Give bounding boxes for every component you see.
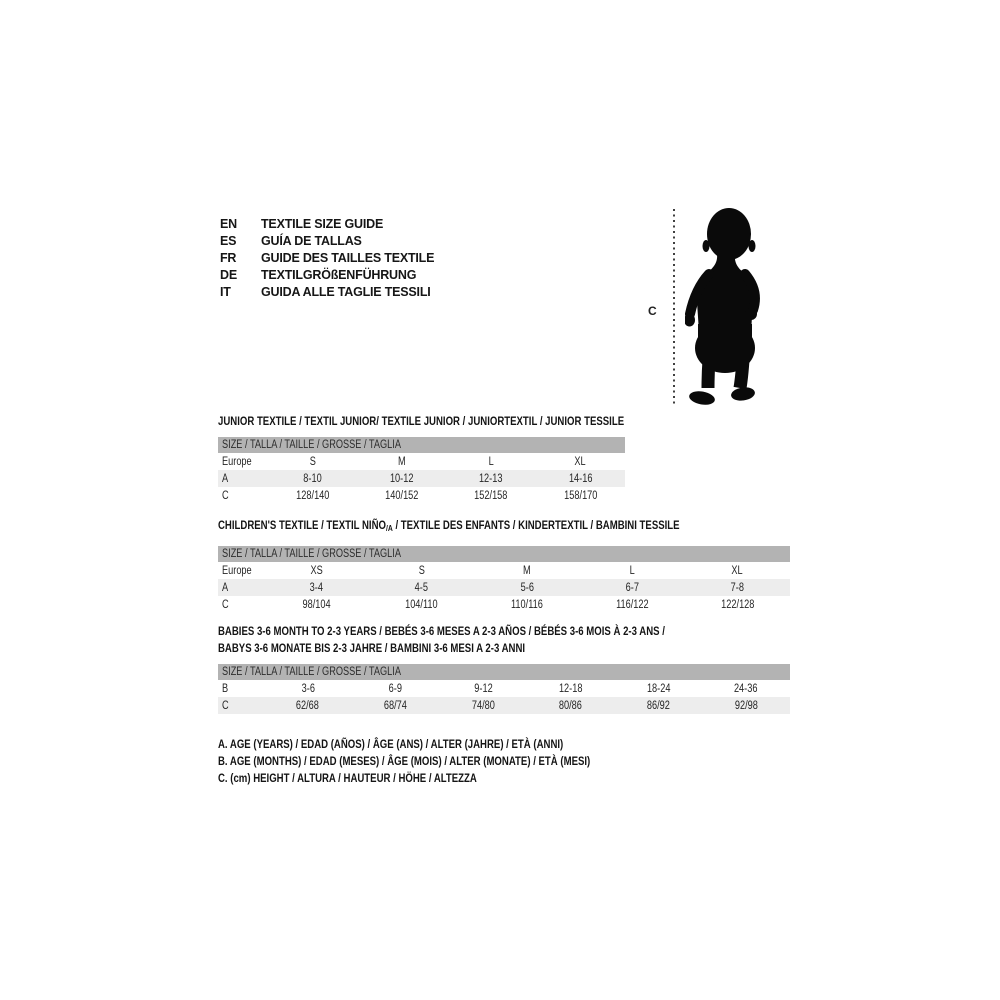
row-label xyxy=(218,700,264,712)
size-cell xyxy=(447,456,536,468)
row-label-text: A xyxy=(222,581,229,594)
size-cell-text: 98/104 xyxy=(302,598,331,611)
table-row-height xyxy=(218,596,790,613)
babies-size-table xyxy=(218,664,790,714)
size-cell-text: XL xyxy=(574,455,586,468)
size-cell xyxy=(357,456,446,468)
row-label-text: A xyxy=(222,472,229,485)
lang-label: GUIDE DES TAILLES TEXTILE xyxy=(261,250,435,265)
table-row-height xyxy=(218,487,625,504)
row-label xyxy=(218,473,268,485)
row-label xyxy=(218,456,268,468)
size-cell xyxy=(527,683,615,695)
size-cell-text: L xyxy=(629,564,635,577)
lang-code: ES xyxy=(220,233,237,248)
row-label-text: Europe xyxy=(222,564,252,577)
size-cell-text: 3-4 xyxy=(309,581,324,594)
size-cell-text: 140/152 xyxy=(385,489,419,502)
size-cell xyxy=(702,700,790,712)
lang-row-de xyxy=(220,266,434,283)
size-cell xyxy=(264,599,369,611)
size-cell-text: M xyxy=(523,564,531,577)
size-cell-text: 8-10 xyxy=(303,472,322,485)
size-cell xyxy=(352,683,440,695)
children-table-title xyxy=(218,518,795,533)
size-cell-text: M xyxy=(398,455,406,468)
junior-size-table xyxy=(218,437,625,504)
size-cell-text: 7-8 xyxy=(730,581,745,594)
size-cell-text: 92/98 xyxy=(734,699,758,712)
footnote-c xyxy=(218,769,683,786)
size-cell xyxy=(580,582,685,594)
height-label-c: C xyxy=(648,304,657,318)
size-cell-text: 152/158 xyxy=(474,489,508,502)
language-legend xyxy=(220,215,434,300)
lang-row-it xyxy=(220,283,434,300)
size-cell-text: 110/116 xyxy=(511,598,543,611)
size-cell-text: 12-18 xyxy=(559,682,583,695)
table-row-europe xyxy=(218,562,790,579)
row-label-text: C xyxy=(222,598,229,611)
size-cell-text: L xyxy=(488,455,494,468)
size-cell-text: 74/80 xyxy=(471,699,495,712)
size-cell-text: S xyxy=(309,455,316,468)
footnote-c-text: C. (cm) HEIGHT / ALTURA / HAUTEUR / HÖHE / ALTEZZA xyxy=(218,770,477,785)
footnote-a xyxy=(218,735,683,752)
size-cell-text: 3-6 xyxy=(301,682,315,695)
lang-code: FR xyxy=(220,250,237,265)
size-cell xyxy=(702,683,790,695)
footnote-a-text: A. AGE (YEARS) / EDAD (AÑOS) / ÂGE (ANS) / ALTER (JAHRE) / ETÀ (ANNI) xyxy=(218,736,564,751)
size-cell xyxy=(527,700,615,712)
size-cell xyxy=(268,473,357,485)
size-cell-text: 62/68 xyxy=(296,699,320,712)
junior-table-title-text: JUNIOR TEXTILE / TEXTIL JUNIOR/ TEXTILE JUNIOR / JUNIORTEXTIL / JUNIOR TESSILE xyxy=(218,414,625,428)
size-cell xyxy=(369,582,474,594)
children-title-part1: CHILDREN'S TEXTILE / TEXTIL NIÑO xyxy=(218,518,386,532)
size-cell xyxy=(439,700,527,712)
size-cell xyxy=(264,582,369,594)
children-title-subscript: /A xyxy=(385,523,393,533)
size-cell-text: XL xyxy=(731,564,744,577)
row-label xyxy=(218,565,264,577)
size-cell xyxy=(447,490,536,502)
size-cell-text: 24-36 xyxy=(734,682,758,695)
size-cell-text: 5-6 xyxy=(520,581,534,594)
size-cell-text: 158/170 xyxy=(563,489,597,502)
size-cell-text: 122/128 xyxy=(720,598,755,611)
row-label xyxy=(218,582,264,594)
size-cell-text: 6-7 xyxy=(625,581,639,594)
footnote-b xyxy=(218,752,683,769)
size-cell xyxy=(268,456,357,468)
size-cell-text: 128/140 xyxy=(295,489,330,502)
babies-table-title-line1 xyxy=(218,624,777,639)
lang-label: GUIDA ALLE TAGLIE TESSILI xyxy=(261,284,431,299)
size-cell xyxy=(264,683,352,695)
size-cell xyxy=(580,565,685,577)
size-cell xyxy=(580,599,685,611)
size-header-bar xyxy=(218,437,625,453)
size-cell-text: 80/86 xyxy=(559,699,583,712)
table-row-age xyxy=(218,470,625,487)
size-cell xyxy=(536,473,625,485)
size-cell xyxy=(357,473,446,485)
row-label xyxy=(218,599,264,611)
size-cell xyxy=(615,683,703,695)
footnotes xyxy=(218,735,683,786)
junior-table-title xyxy=(218,414,726,429)
size-cell-text: 6-9 xyxy=(388,682,403,695)
row-label-text: C xyxy=(222,489,229,502)
lang-row-en xyxy=(220,215,434,232)
size-cell-text: 116/122 xyxy=(615,598,649,611)
babies-table-title-line2 xyxy=(218,641,602,656)
size-cell-text: 14-16 xyxy=(568,472,593,485)
size-cell xyxy=(685,565,790,577)
size-cell xyxy=(474,582,579,594)
size-cell xyxy=(685,599,790,611)
lang-row-fr xyxy=(220,249,434,266)
size-header-label: SIZE / TALLA / TAILLE / GRÖSSE / TAGLIA xyxy=(222,548,401,560)
row-label-text: Europe xyxy=(222,455,252,468)
size-header-label: SIZE / TALLA / TAILLE / GRÖSSE / TAGLIA xyxy=(222,666,401,678)
size-cell-text: 86/92 xyxy=(647,699,671,712)
size-cell xyxy=(357,490,446,502)
row-label xyxy=(218,490,268,502)
size-cell xyxy=(264,565,369,577)
row-label xyxy=(218,683,264,695)
children-table-title-text xyxy=(218,518,680,536)
toddler-silhouette-icon xyxy=(685,206,769,407)
size-cell-text: 4-5 xyxy=(415,581,429,594)
lang-label: GUÍA DE TALLAS xyxy=(261,233,362,248)
height-reference-dotted-line xyxy=(673,209,675,407)
children-title-part2: / TEXTILE DES ENFANTS / KINDERTEXTIL / BAMBINI TESSILE xyxy=(392,518,680,532)
size-cell xyxy=(447,473,536,485)
table-row-height xyxy=(218,697,790,714)
babies-title-line1-text: BABIES 3-6 MONTH TO 2-3 YEARS / BEBÉS 3-6 MESES A 2-3 AÑOS / BÉBÉS 3-6 MOIS À 2-3 ANS / xyxy=(218,624,665,638)
size-cell-text: 12-13 xyxy=(479,472,503,485)
lang-code: EN xyxy=(220,216,237,231)
row-label-text: B xyxy=(222,682,229,695)
size-cell-text: 104/110 xyxy=(405,598,439,611)
table-row-age xyxy=(218,579,790,596)
size-cell-text: 10-12 xyxy=(390,472,414,485)
size-cell xyxy=(352,700,440,712)
table-row-age-months xyxy=(218,680,790,697)
size-cell xyxy=(264,700,352,712)
size-cell-text: 68/74 xyxy=(383,699,408,712)
size-cell-text: XS xyxy=(310,564,323,577)
size-cell xyxy=(536,456,625,468)
lang-code: IT xyxy=(220,284,231,299)
children-size-table xyxy=(218,546,790,613)
lang-code: DE xyxy=(220,267,237,282)
row-label-text: C xyxy=(222,699,229,712)
footnote-b-text: B. AGE (MONTHS) / EDAD (MESES) / ÂGE (MOIS) / ALTER (MONATE) / ETÀ (MESI) xyxy=(218,753,591,768)
size-cell-text: 18-24 xyxy=(646,682,671,695)
size-cell xyxy=(474,599,579,611)
size-cell-text: 9-12 xyxy=(473,682,493,695)
size-cell xyxy=(536,490,625,502)
lang-label: TEXTILGRÖßENFÜHRUNG xyxy=(261,267,417,282)
lang-row-es xyxy=(220,232,434,249)
size-cell xyxy=(685,582,790,594)
size-cell xyxy=(474,565,579,577)
lang-label: TEXTILE SIZE GUIDE xyxy=(261,216,384,231)
babies-title-line2-text: BABYS 3-6 MONATE BIS 2-3 JAHRE / BAMBINI 3-6 MESI A 2-3 ANNI xyxy=(218,641,526,655)
table-row-europe xyxy=(218,453,625,470)
size-cell-text: S xyxy=(418,564,425,577)
size-header-bar xyxy=(218,546,790,562)
size-cell xyxy=(369,599,474,611)
size-cell xyxy=(268,490,357,502)
size-header-label: SIZE / TALLA / TAILLE / GRÖSSE / TAGLIA xyxy=(222,439,401,451)
size-cell xyxy=(615,700,703,712)
size-cell xyxy=(439,683,527,695)
size-header-bar xyxy=(218,664,790,680)
size-cell xyxy=(369,565,474,577)
